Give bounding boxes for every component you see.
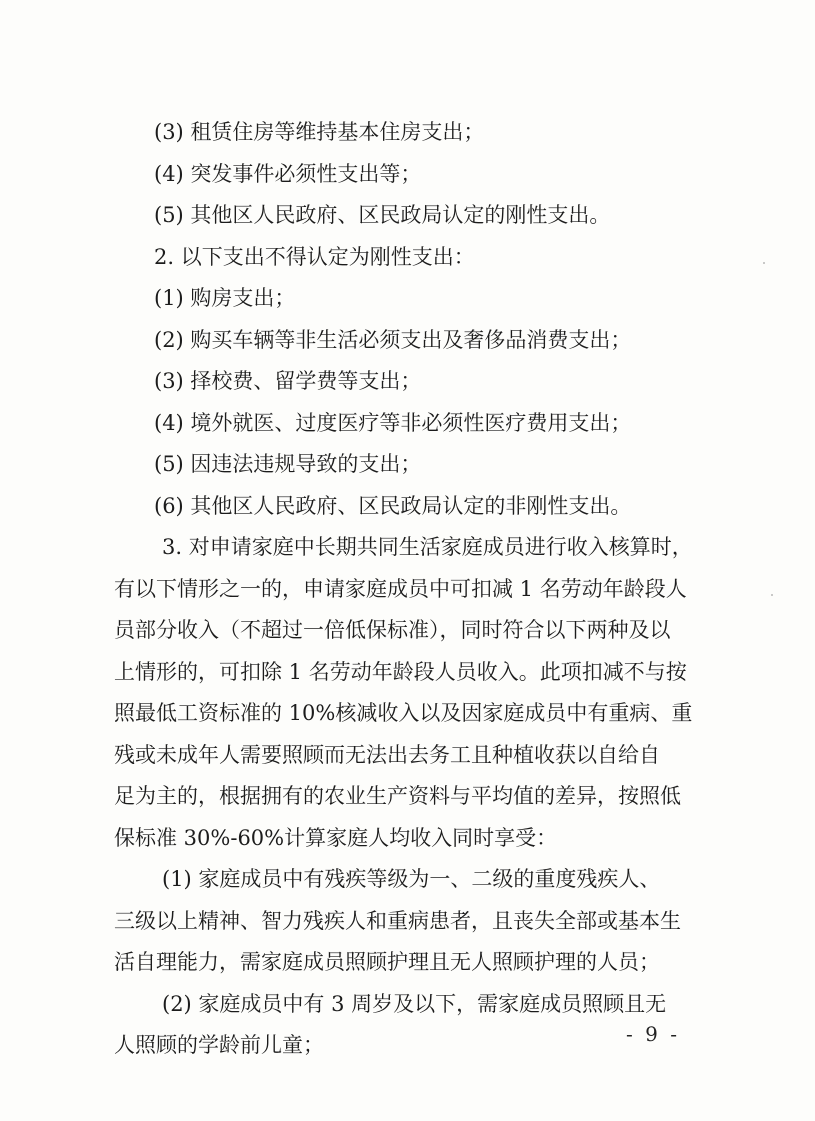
text-line: 2. 以下支出不得认定为刚性支出：: [154, 244, 475, 269]
scan-speck: [771, 594, 773, 596]
text-line: (2) 购买车辆等非生活必须支出及奢侈品消费支出；: [154, 327, 632, 352]
text-line: (1) 购房支出；: [154, 286, 296, 310]
item-line: 活自理能力，需家庭成员照顾护理且无人照顾护理的人员；: [114, 950, 660, 974]
paragraph-line: 保标准 30%-60%计算家庭人均收入同时享受：: [114, 825, 558, 850]
item-line: (2) 家庭成员中有 3 周岁及以下，需家庭成员照顾且无: [162, 991, 667, 1016]
item-line: 三级以上精神、智力残疾人和重病患者，且丧失全部或基本生: [114, 908, 681, 933]
text-line: (3) 择校费、留学费等支出；: [154, 369, 422, 393]
paragraph-line: 3. 对申请家庭中长期共同生活家庭成员进行收入核算时，: [162, 535, 693, 559]
item-line: 人照顾的学龄前儿童；: [114, 1033, 324, 1057]
paragraph-line: 上情形的，可扣除 1 名劳动年龄段人员收入。此项扣减不与按: [114, 659, 687, 684]
paragraph-line: 照最低工资标准的 10%核减收入以及因家庭成员中有重病、重: [114, 701, 693, 725]
paragraph-line: 员部分收入（不超过一倍低保标准），同时符合以下两种及以: [114, 618, 671, 642]
text-line: (6) 其他区人民政府、区民政局认定的非刚性支出。: [154, 493, 632, 518]
paragraph-line: 足为主的，根据拥有的农业生产资料与平均值的差异，按照低: [114, 784, 681, 808]
scan-speck: [763, 262, 765, 264]
text-line: (4) 突发事件必须性支出等；: [154, 161, 422, 186]
page-number: - 9 -: [626, 1022, 680, 1046]
paragraph-line: 有以下情形之一的，申请家庭成员中可扣减 1 名劳动年龄段人: [114, 576, 687, 601]
item-line: (1) 家庭成员中有残疾等级为一、二级的重度残疾人、: [162, 867, 661, 891]
paragraph-line: 残或未成年人需要照顾而无法出去务工且种植收获以自给自: [114, 742, 660, 767]
text-line: (5) 其他区人民政府、区民政局认定的刚性支出。: [154, 203, 611, 227]
text-line: (5) 因违法违规导致的支出；: [154, 452, 422, 476]
document-body: [114, 112, 704, 1067]
text-line: (3) 租赁住房等维持基本住房支出；: [154, 120, 485, 144]
text-line: (4) 境外就医、过度医疗等非必须性医疗费用支出；: [154, 410, 632, 435]
